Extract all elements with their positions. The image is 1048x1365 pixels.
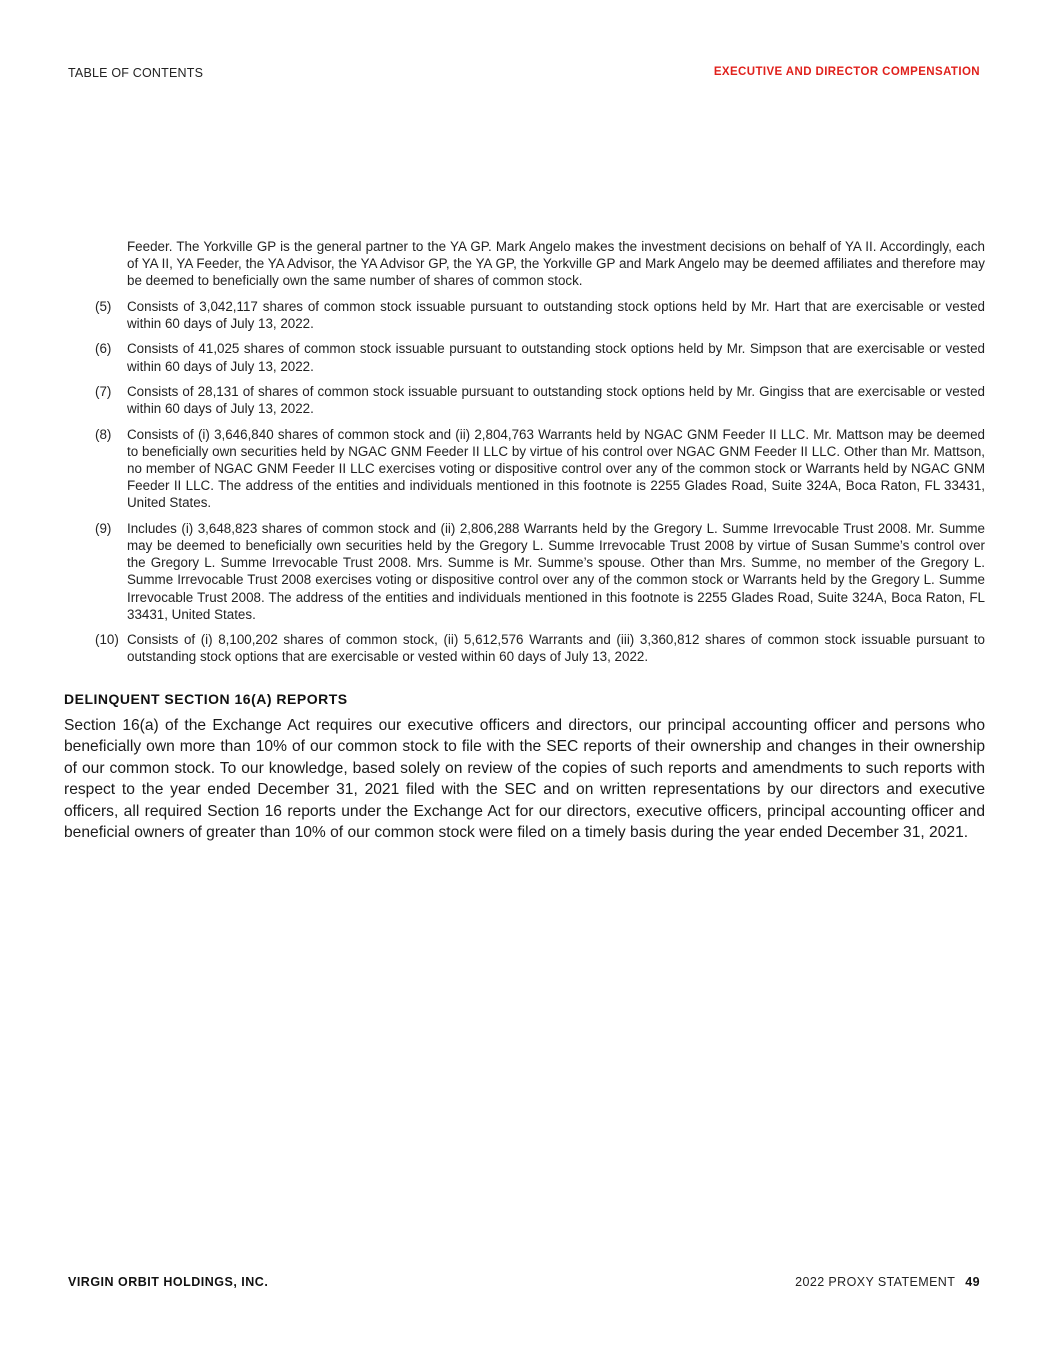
- footnote-item: [95, 238, 985, 290]
- footnote-number: (9): [95, 520, 112, 536]
- footnote-item: [95, 340, 985, 374]
- footnote-item: [95, 631, 985, 665]
- document-name: 2022 PROXY STATEMENT: [795, 1275, 956, 1289]
- footnote-number: (5): [95, 298, 112, 314]
- footnote-text: Consists of (i) 3,646,840 shares of common stock and (ii) 2,804,763 Warrants held by NGAC GNM Feeder II LLC. Mr. Mattson may be deemed to beneficially own securities held by NGAC GNM Feeder II LLC by virtue of his control over NGAC GNM Feeder II LLC. Other than Mr. Mattson, no member of NGAC GNM Feeder II LLC exercises voting or dispositive control over any of the common stock or Warrants held by NGAC GNM Feeder II LLC. The address of the entities and individuals mentioned in this footnote is 2255 Glades Road, Suite 324A, Boca Raton, FL 33431, United States.: [127, 426, 985, 511]
- footnote-number: (6): [95, 341, 112, 357]
- footer-document-info: [795, 1275, 980, 1289]
- footnote-text: Feeder. The Yorkville GP is the general partner to the YA GP. Mark Angelo makes the investment decisions on behalf of YA II. Accordingly, each of YA II, YA Feeder, the YA Advisor, the YA Advisor GP, the YA GP, the Yorkville GP and Mark Angelo may be deemed affiliates and therefore may be deemed to beneficially own the same number of shares of common stock.: [127, 239, 985, 289]
- footnote-item: [95, 520, 985, 623]
- footnote-item: [95, 298, 985, 332]
- company-name: VIRGIN ORBIT HOLDINGS, INC.: [68, 1275, 269, 1289]
- footnote-number: (10): [95, 632, 119, 648]
- footnotes-list: [95, 238, 985, 674]
- footnote-item: [95, 383, 985, 417]
- footnote-text: Consists of 3,042,117 shares of common stock issuable pursuant to outstanding stock options held by Mr. Hart that are exercisable or vested within 60 days of July 13, 2022.: [127, 298, 985, 331]
- footnote-number: (7): [95, 383, 112, 399]
- table-of-contents-link[interactable]: TABLE OF CONTENTS: [68, 66, 204, 80]
- section-body: Section 16(a) of the Exchange Act requires our executive officers and directors, our principal accounting officer and persons who beneficially own more than 10% of our common stock to file with the SEC reports of their ownership and changes in their ownership of our common stock. To our knowledge, based solely on review of the copies of such reports and amendments to such reports with respect to the year ended December 31, 2021 filed with the SEC and on written representations by our directors and executive officers, all required Section 16 reports under the Exchange Act for our directors, executive officers, principal accounting officer and beneficial owners of greater than 10% of our common stock were filed on a timely basis during the year ended December 31, 2021.: [64, 717, 985, 842]
- footnote-text: Consists of 41,025 shares of common stock issuable pursuant to outstanding stock options held by Mr. Simpson that are exercisable or vested within 60 days of July 13, 2022.: [127, 341, 985, 374]
- page-number: 49: [965, 1275, 980, 1289]
- footnote-text: Consists of (i) 8,100,202 shares of common stock, (ii) 5,612,576 Warrants and (iii) 3,360,812 shares of common stock issuable pursuant to outstanding stock options that are exercisable or vested within 60 days of July 13, 2022.: [127, 632, 985, 665]
- section-title: EXECUTIVE AND DIRECTOR COMPENSATION: [713, 66, 980, 78]
- footnote-number: (8): [95, 426, 112, 442]
- footnote-text: Includes (i) 3,648,823 shares of common stock and (ii) 2,806,288 Warrants held by the Gregory L. Summe Irrevocable Trust 2008. Mr. Summe may be deemed to beneficially own securities held by the Gregory L. Summe Irrevocable Trust 2008 by virtue of Susan Summe’s control over the Gregory L. Summe Irrevocable Trust 2008. Mrs. Summe is Mr. Summe’s spouse. Other than Mrs. Summe, no member of the Gregory L. Summe Irrevocable Trust 2008 exercises voting or dispositive control over any of the common stock or Warrants held by the Gregory L. Summe Irrevocable Trust 2008. The address of the entities and individuals mentioned in this footnote is 2255 Glades Road, Suite 324A, Boca Raton, FL 33431, United States.: [127, 520, 985, 622]
- footnote-text: Consists of 28,131 of shares of common stock issuable pursuant to outstanding stock options held by Mr. Gingiss that are exercisable or vested within 60 days of July 13, 2022.: [127, 383, 985, 417]
- section-heading: DELINQUENT SECTION 16(A) REPORTS: [64, 691, 348, 707]
- footnote-item: [95, 426, 985, 512]
